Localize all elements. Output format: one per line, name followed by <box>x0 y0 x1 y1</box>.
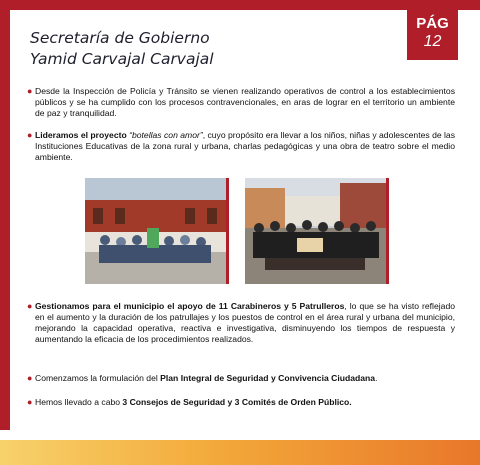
bold-text: Lideramos el proyecto <box>35 130 127 140</box>
paragraph-security-councils <box>27 397 455 408</box>
top-accent-bar <box>0 0 480 10</box>
bullet-icon: ● <box>27 86 33 96</box>
page-subtitle: Yamid Carvajal Carvajal <box>30 50 214 68</box>
page-number-tab <box>407 10 458 60</box>
bold-text: 3 Consejos de Seguridad y 3 Comités de Orden Público. <box>122 397 352 407</box>
footer-gradient-bar <box>0 440 480 465</box>
bullet-icon: ● <box>27 373 33 383</box>
page-title: Secretaría de Gobierno <box>30 29 210 47</box>
regular-text: , lo que se ha visto reflejado en el aumento y la duración de los patrullajes y los puestos de control en el área rural y urbana del municipio, mejorando la capacidad operativa, reactiva e investigativa, disminuyendo los tiempos de respuesta y aumentando la eficacia de los procedimientos realizados. <box>35 301 455 344</box>
regular-text: Hemos llevado a cabo <box>35 397 123 407</box>
paragraph-text <box>27 397 455 408</box>
paragraph-bottles-project <box>27 130 455 163</box>
page-label: PÁG <box>416 15 449 32</box>
page-number: 12 <box>423 33 442 50</box>
paragraph-text <box>27 130 455 163</box>
regular-text: . <box>375 373 378 383</box>
paragraph-text: Desde la Inspección de Policía y Tránsito se vienen realizando operativos de control a los establecimientos públicos y se ha cumplido con los procesos contravencionales, en aras de lograr en el territorio un ambiente de paz y tranquilidad. <box>35 86 455 118</box>
paragraph-inspection <box>27 86 455 119</box>
bold-text: Gestionamos para el municipio el apoyo de 11 Carabineros y 5 Patrulleros <box>35 301 345 311</box>
paragraph-text <box>27 301 455 345</box>
bold-text: Plan Integral de Seguridad y Convivencia Ciudadana <box>160 373 376 383</box>
bullet-icon: ● <box>27 130 33 140</box>
photo-school-group <box>85 178 229 284</box>
bullet-icon: ● <box>27 397 33 407</box>
italic-text: “botellas con amor” <box>129 130 203 140</box>
bullet-icon: ● <box>27 301 33 311</box>
regular-text: Comenzamos la formulación del <box>35 373 161 383</box>
regular-text: , cuyo propósito era llevar a los niños, niñas y adolescentes de las Instituciones Educativas de la zona rural y urbana, charlas pedagógicas y una obra de teatro sobre el medio ambiente. <box>35 130 456 162</box>
paragraph-security-plan <box>27 373 455 384</box>
photo-town-group <box>245 178 389 284</box>
paragraph-police-support <box>27 301 455 345</box>
paragraph-text <box>27 373 455 384</box>
left-accent-bar <box>0 0 10 430</box>
